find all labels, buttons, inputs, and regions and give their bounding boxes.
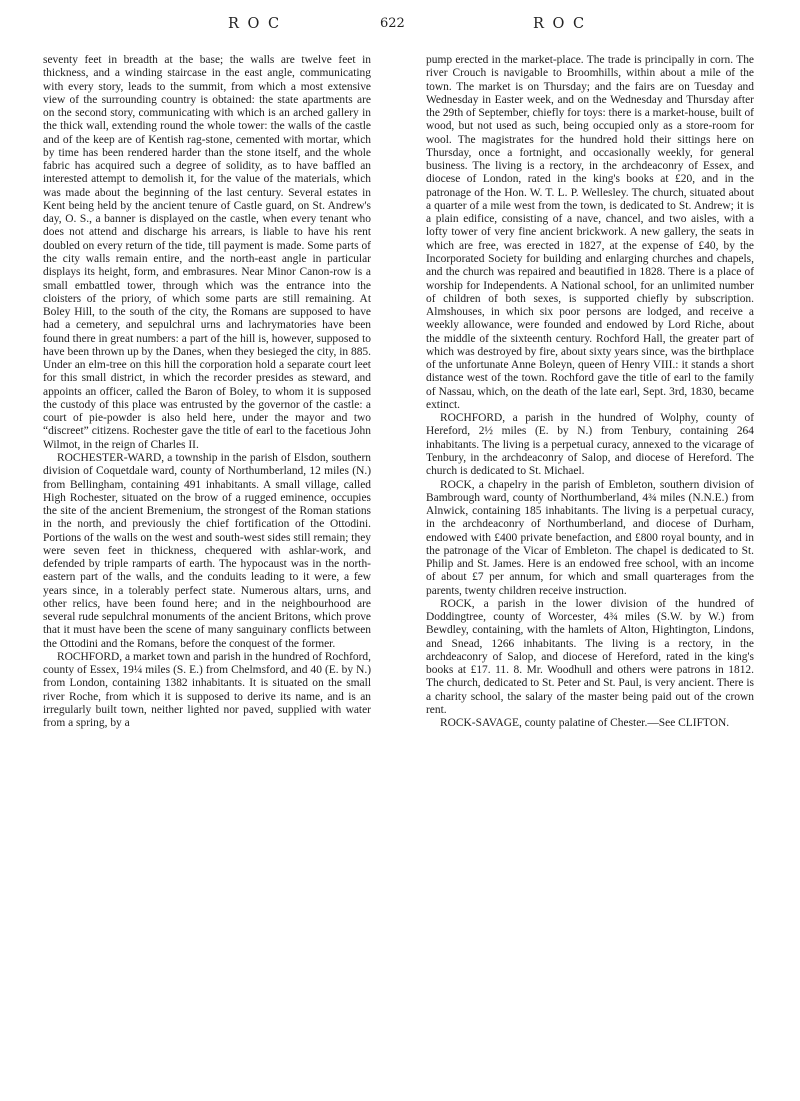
page-number: 622 xyxy=(380,16,405,31)
entry-rochester-ward: ROCHESTER-WARD, a township in the parish of Elsdon, southern division of Coquetdale ward, county of Northumberland, 12 miles (N.) from Bellingham, containing 491 inhabitants. A small village, called High Rochester, situated on the brow of a rugged eminence, occupies the site of the ancient Bremenium, the strongest of the Roman stations in the north, and previously the chief fortification of the Ottodini. Portions of the walls on the west and south-west sides still remain; they were seven feet in thickness, chequered with ashlar-work, and defended by triple ramparts of earth. The hypocaust was in the north-eastern part of the walls, and the conduits leading to it were, a few years since, in a tolerably perfect state. Numerous altars, urns, and other relics, have been found here; and in the neighbourhood are several rude sepulchral monuments of the ancient Britons, which prove that it must have been the scene of many sanguinary conflicts between the Ottodini and the Romans, before the conquest of the former. xyxy=(43,451,371,650)
entry-rock-northumberland: ROCK, a chapelry in the parish of Embleton, southern division of Bambrough ward, county of Northumberland, 4¾ miles (N.N.E.) from Alnwick, containing 185 inhabitants. The living is a perpetual curacy, in the archdeaconry of Northumberland, and diocese of Durham, endowed with £400 private benefaction, and £800 royal bounty, and in the patronage of the Vicar of Embleton. The chapel is dedicated to St. Philip and St. James. Here is an endowed free school, with an income of about £7 per annum, for which and small quarterages from the parents, twenty children receive instruction. xyxy=(426,478,754,597)
header-right-word: R O C xyxy=(533,16,587,32)
entry-rock-worcester: ROCK, a parish in the lower division of the hundred of Doddingtree, county of Worcester, 4¾ miles (S.W. by W.) from Bewdley, containing, with the hamlets of Alton, Hightington, Lindons, and Snead, 1266 inhabitants. The living is a rectory, in the archdeaconry of Salop, and diocese of Hereford, rated in the king's books at £17. 11. 8. Mr. Woodhull and others were patrons in 1812. The church, dedicated to St. Peter and St. Paul, is very ancient. There is a charity school, the salary of the master being paid out of the crown rent. xyxy=(426,597,754,717)
right-column xyxy=(426,54,754,1084)
running-header xyxy=(0,16,800,40)
header-left-word: R O C xyxy=(228,16,282,32)
entry-rock-savage: ROCK-SAVAGE, county palatine of Chester.—See CLIFTON. xyxy=(440,717,730,730)
entry-paragraph: pump erected in the market-place. The trade is principally in corn. The river Crouch is navigable to Broomhills, within about a mile of the town. The market is on Thursday; and the fairs are on Tuesday and Wednesday in Easter week, and on the Wednesday and Thursday after the 29th of September, chiefly for toys: there is a market-house, built of wood, but not used as such, being occupied only as a store-room for wool. The magistrates for the hundred hold their sittings here on Thursday, once a fortnight, and occasionally weekly, for general business. The living is a rectory, in the archdeaconry of Essex, and diocese of London, rated in the king's books at £20, and in the patronage of the Hon. W. T. L. P. Wellesley. The church, situated about a quarter of a mile west from the town, is dedicated to St. Andrew; it is a plain edifice, consisting of a nave, chancel, and two aisles, with a lofty tower of very fine ancient brickwork. A new gallery, the seats in which are free, was erected in 1827, at the expense of £40, by the Incorporated Society for building and enlarging churches and chapels, and the church was repaired and beautified in 1828. There is a place of worship for Independents. A National school, for an unlimited number of children of both sexes, is supported chiefly by subscription. Almshouses, in which six poor persons are lodged, and receive a weekly allowance, were founded and endowed by Lord Riche, about the middle of the sixteenth century. Rochford Hall, the greater part of which was destroyed by fire, about sixty years since, was the birthplace of the unfortunate Anne Boleyn, queen of Henry VIII.: it stands a short distance west of the town. Rochford gave the title of earl to the family of Nassau, which, on the death of the late earl, Sept. 3rd, 1830, became extinct. xyxy=(426,54,754,411)
entry-rochford-essex: ROCHFORD, a market town and parish in the hundred of Rochford, county of Essex, 19¼ miles (S. E.) from Chelmsford, and 40 (E. by N.) from London, containing 1382 inhabitants. It is situated on the small river Roche, from which it is supposed to derive its name, and is an irregularly built town, neither lighted nor paved, supplied with water from a spring, by a xyxy=(43,650,371,730)
left-column xyxy=(43,54,371,1084)
entry-rochford-hereford: ROCHFORD, a parish in the hundred of Wolphy, county of Hereford, 2½ miles (E. by N.) from Tenbury, containing 264 inhabitants. The living is a perpetual curacy, annexed to the vicarage of Tenbury, in the archdeaconry of Salop, and diocese of Hereford. The church is dedicated to St. Michael. xyxy=(426,412,754,478)
entry-paragraph: seventy feet in breadth at the base; the walls are twelve feet in thickness, and a winding staircase in the east angle, communicating with every story, leads to the summit, from which a most extensive view of the surrounding country is obtained: the state apartments are on the second story, communicating with which is an arched gallery in the thick wall, extending round the whole tower: the walls of the castle and of the keep are of Kentish rag-stone, cemented with mortar, which by time has been rendered harder than the stone itself, and the whole fabric has acquired such a degree of solidity, as to have baffled an interested attempt to demolish it, for the value of the materials, which was made about the beginning of the last century. Several estates in Kent being held by the ancient tenure of Castle guard, on St. Andrew's day, O. S., a banner is displayed on the castle, when every tenant who does not attend and discharge his arrears, is liable to have his rent doubled on every return of the tide, till payment is made. Some parts of the city walls remain entire, and the north-east angle in particular displays its height, form, and embrasures. Near Minor Canon-row is a small embattled tower, through which was the entrance into the cloisters of the priory, of which some parts are still remaining. At Boley Hill, to the south of the city, the Romans are supposed to have had a cemetery, and sepulchral urns and lachrymatories have been found there in great numbers: a part of the hill is, however, supposed to have been thrown up by the Danes, when they besieged the city, in 885. Under an elm-tree on this hill the corporation hold a separate court leet for this small district, in which the recorder presides as steward, and appoints an officer, called the Baron of Boley, to whom it is supposed the custody of this place was entrusted by the governor of the castle: a court of pie-powder is also held here, under the mayor and two “discreet” citizens. Rochester gave the title of earl to the facetious John Wilmot, in the reign of Charles II. xyxy=(43,54,371,451)
